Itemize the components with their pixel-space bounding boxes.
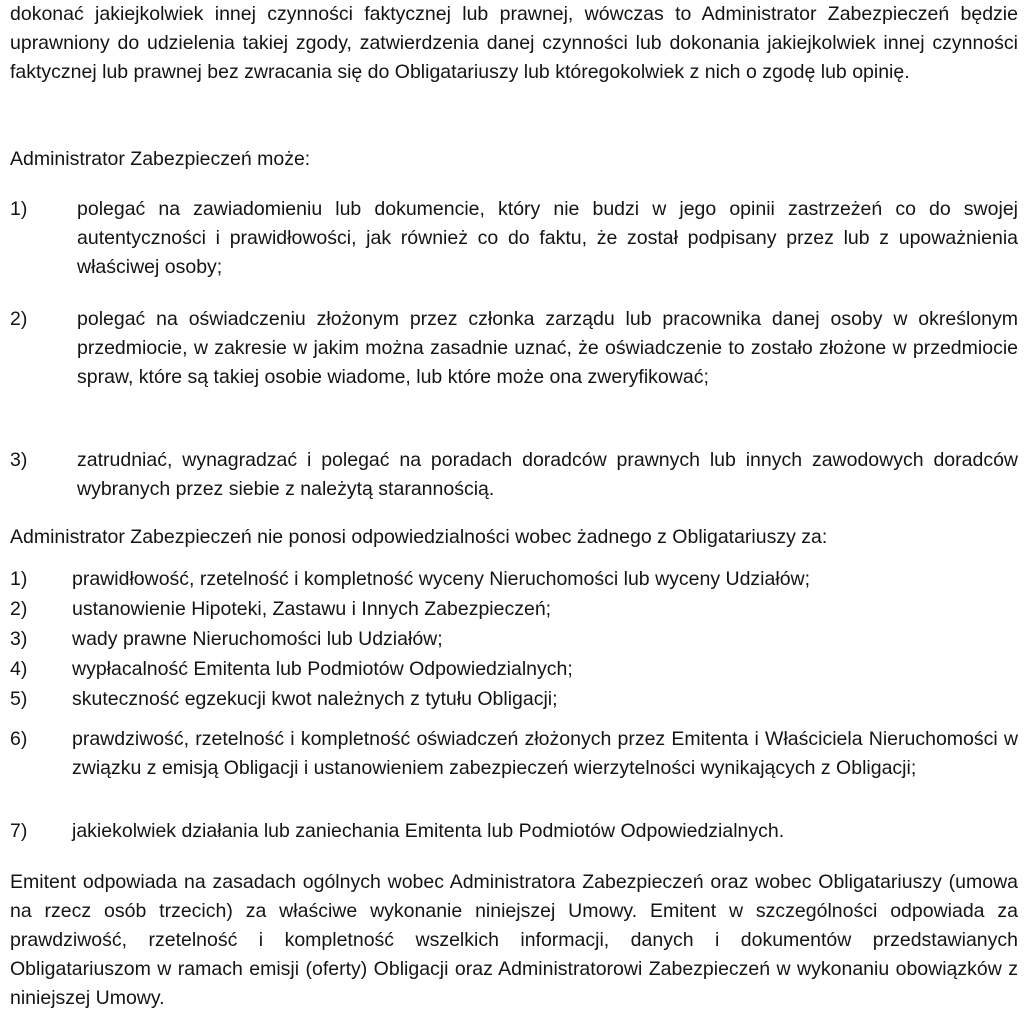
list-number: 4) xyxy=(10,658,28,680)
liability-heading: Administrator Zabezpieczeń nie ponosi odpowiedzialności wobec żadnego z Obligatariuszy za: xyxy=(10,526,828,548)
list-item-text: wypłacalność Emitenta lub Podmiotów Odpowiedzialnych; xyxy=(72,658,573,680)
list-item-text: ustanowienie Hipoteki, Zastawu i Innych Zabezpieczeń; xyxy=(72,598,552,620)
list-number: 6) xyxy=(10,728,28,750)
list-number: 1) xyxy=(10,568,28,590)
list-item-text: polegać na oświadczeniu złożonym przez członka zarządu lub pracownika danej osoby w określonym przedmiocie, w zakresie w jakim można zasadnie uznać, że oświadczenie to zostało złożone w przedmiocie spraw, które są takiej osobie wiadome, lub które może ona zweryfikować; xyxy=(77,308,1018,388)
intro-paragraph: dokonać jakiejkolwiek innej czynności faktycznej lub prawnej, wówczas to Administrator Zabezpieczeń będzie uprawniony do udzielenia takiej zgody, zatwierdzenia danej czynności lub dokonania jakiejkolwiek innej czynności faktycznej lub prawnej bez zwracania się do Obligatariuszy lub któregokolwiek z nich o zgodę lub opinię. xyxy=(10,3,1018,83)
list-number: 2) xyxy=(10,308,28,330)
list-item-text: prawidłowość, rzetelność i kompletność wyceny Nieruchomości lub wyceny Udziałów; xyxy=(72,568,811,590)
list-item-text: skuteczność egzekucji kwot należnych z tytułu Obligacji; xyxy=(72,688,558,710)
list-item-text: jakiekolwiek działania lub zaniechania Emitenta lub Podmiotów Odpowiedzialnych. xyxy=(72,820,785,842)
list-number: 3) xyxy=(10,628,28,650)
list-item-text: zatrudniać, wynagradzać i polegać na poradach doradców prawnych lub innych zawodowych doradców wybranych przez siebie z należytą starannością. xyxy=(77,449,1018,500)
list-number: 1) xyxy=(10,198,28,220)
list-number: 3) xyxy=(10,449,28,471)
list-number: 5) xyxy=(10,688,28,710)
list-number: 2) xyxy=(10,598,28,620)
list-item-text: prawdziwość, rzetelność i kompletność oświadczeń złożonych przez Emitenta i Właściciela Nieruchomości w związku z emisją Obligacji i ustanowieniem zabezpieczeń wierzytelności wynikających z Obligacji; xyxy=(72,728,1018,779)
list-number: 7) xyxy=(10,820,28,842)
list-item-text: polegać na zawiadomieniu lub dokumencie, który nie budzi w jego opinii zastrzeżeń co do swojej autentyczności i prawidłowości, jak również co do faktu, że został podpisany przez lub z upoważnienia właściwej osoby; xyxy=(77,198,1018,278)
list-item-text: wady prawne Nieruchomości lub Udziałów; xyxy=(72,628,443,650)
issuer-paragraph: Emitent odpowiada na zasadach ogólnych wobec Administratora Zabezpieczeń oraz wobec Obligatariuszy (umowa na rzecz osób trzecich) za właściwe wykonanie niniejszej Umowy. Emitent w szczególności odpowiada za prawdziwość, rzetelność i kompletność wszelkich informacji, danych i dokumentów przedstawianych Obligatariuszom w ramach emisji (oferty) Obligacji oraz Administratorowi Zabezpieczeń w wykonaniu obowiązków z niniejszej Umowy. xyxy=(10,871,1018,1009)
may-heading: Administrator Zabezpieczeń może: xyxy=(10,148,311,170)
